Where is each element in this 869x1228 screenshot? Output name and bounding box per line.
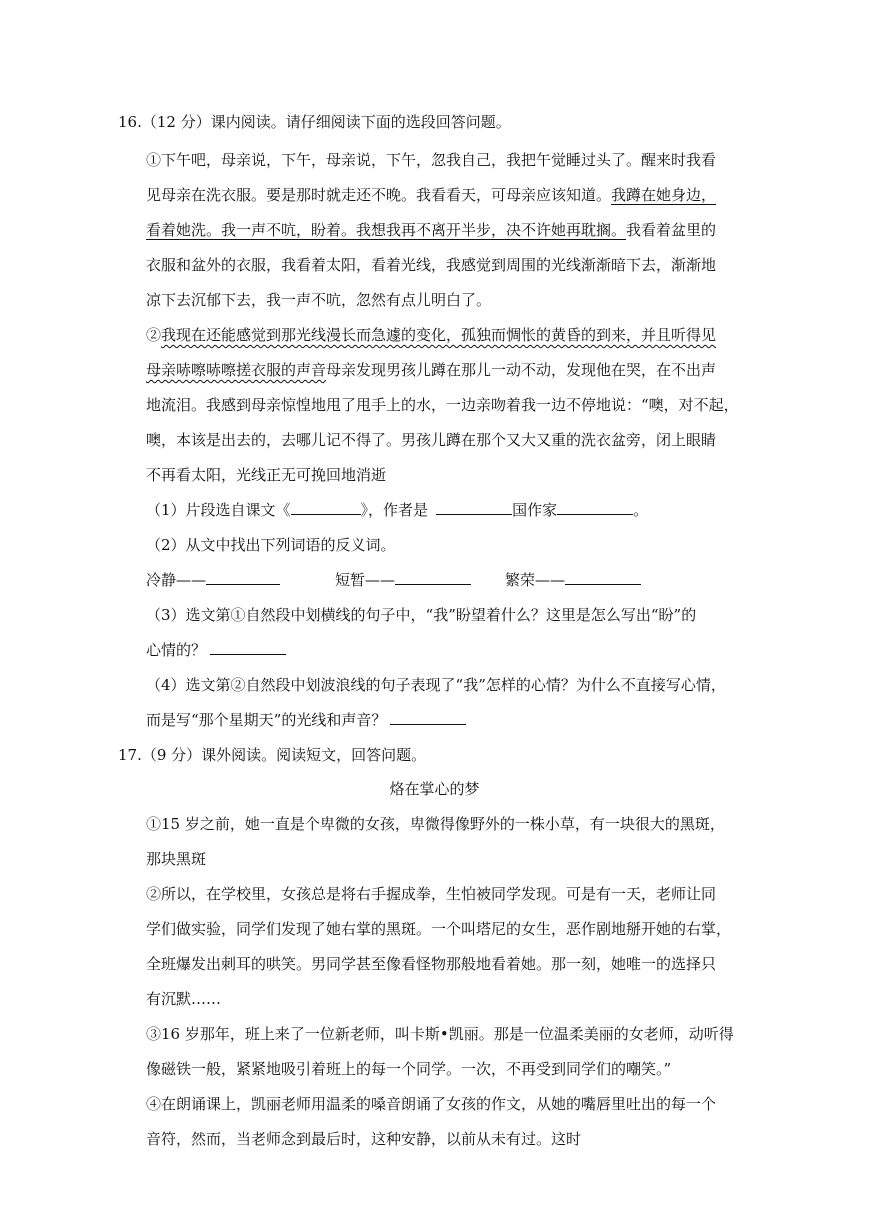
- q16-sub1-author-label: 》，作者是: [360, 501, 429, 519]
- q17-p2-line1: ②所以，在学校里，女孩总是将右手握成拳，生怕被同学发现。可是有一天，老师让同: [146, 885, 717, 903]
- q16-sub1-title-blank[interactable]: [291, 500, 361, 515]
- q17-p2-line4: 有沉默……: [146, 990, 222, 1008]
- q16-sub3-line2-text: 心情的？: [146, 641, 207, 659]
- q16-sub4-line2-text: 而是写“那个星期天”的光线和声音？: [146, 711, 387, 729]
- q17-p2-line2: 学们做实验，同学们发现了她右掌的黑斑。一个叫塔尼的女生，恶作剧地掰开她的右掌，: [146, 920, 732, 938]
- q16-p2-line5: 不再看太阳，光线正无可挽回地消逝: [146, 466, 387, 484]
- q16-p2-line2-text: 母亲发现男孩儿蹲在那儿一动不动，发现他在哭，在不出声: [326, 361, 717, 379]
- q16-p1-line5: 凉下去沉郁下去，我一声不吭，忽然有点儿明白了。: [146, 291, 492, 309]
- antonym-item-3: [505, 570, 641, 590]
- q16-sub4-line1: （4）选文第②自然段中划波浪线的句子表现了“我”怎样的心情？为什么不直接写心情，: [146, 676, 726, 694]
- q17-p4-line1: ④在朗诵课上，凯丽老师用温柔的嗓音朗诵了女孩的作文，从她的嘴唇里吐出的每一个: [146, 1095, 717, 1113]
- passage-title: 烙在掌心的梦: [389, 780, 480, 798]
- q16-heading: 16.（12 分）课内阅读。请仔细阅读下面的选段回答问题。: [118, 113, 511, 131]
- q16-sub4-line2: [146, 710, 466, 730]
- q16-sub2: （2）从文中找出下列词语的反义词。: [146, 536, 396, 554]
- q16-sub1-country-label: 国作家: [512, 501, 558, 519]
- antonym-blank-1[interactable]: [206, 570, 280, 585]
- q16-sub3-line1: （3）选文第①自然段中划横线的句子中，“我”盼望着什么？这里是怎么写出“盼”的: [146, 606, 697, 624]
- q16-sub1-label: （1）片段选自课文《: [146, 501, 291, 519]
- q16-sub1-author-blank[interactable]: [557, 500, 633, 515]
- q17-p3-line2: 像磁铁一般，紧紧地吸引着班上的每一个同学。一次，不再受到同学们的嘲笑。”: [146, 1060, 672, 1078]
- q16-p1-line4: 衣服和盆外的衣服，我看着太阳，看着光线，我感觉到周围的光线渐渐暗下去，渐渐地: [146, 256, 717, 274]
- antonym-blank-3[interactable]: [565, 570, 641, 585]
- q16-p1-line3: [146, 220, 716, 240]
- q16-sub1: [146, 500, 648, 520]
- q16-p2-line3: 地流泪。我感到母亲惊惶地甩了甩手上的水，一边亲吻着我一边不停地说：“噢，对不起，: [146, 396, 739, 414]
- antonym-word-1: 冷静——: [146, 571, 207, 589]
- antonym-item-1: [146, 570, 280, 590]
- antonym-word-3: 繁荣——: [505, 571, 566, 589]
- q16-sub1-country-blank[interactable]: [436, 500, 512, 515]
- antonym-word-2: 短暂——: [335, 571, 396, 589]
- q16-sub3-line2: [146, 640, 286, 660]
- q16-underlined-sentence-part1: 我蹲在她身边，: [611, 186, 717, 204]
- q16-p2-line1: [146, 325, 716, 345]
- q16-sub1-end: 。: [633, 501, 649, 519]
- q16-sub3-answer-blank[interactable]: [210, 640, 286, 655]
- q17-p2-line3: 全班爆发出刺耳的哄笑。男同学甚至像看怪物那般地看着她。那一刻，她唯一的选择只: [146, 955, 717, 973]
- q17-heading: 17.（9 分）课外阅读。阅读短文，回答问题。: [118, 746, 427, 764]
- antonym-blank-2[interactable]: [395, 570, 471, 585]
- q17-p4-line2: 音符，然而，当老师念到最后时，这种安静，以前从未有过。这时: [146, 1130, 582, 1148]
- antonym-item-2: [335, 570, 471, 590]
- q16-p1-line2-text: 见母亲在洗衣服。要是那时就走还不晚。我看看天，可母亲应该知道。: [146, 186, 612, 204]
- q16-wavy-sentence-part2: 母亲哧嚓哧嚓搓衣服的声音: [146, 361, 327, 379]
- q17-p3-line1: ③16 岁那年，班上来了一位新老师，叫卡斯•凯丽。那是一位温柔美丽的女老师，动听得: [146, 1025, 734, 1043]
- q16-p2-marker: ②: [146, 326, 162, 344]
- q16-wavy-sentence-part1: 我现在还能感觉到那光线漫长而急遽的变化，孤独而惆怅的黄昏的到来，并且听得见: [161, 326, 717, 344]
- q16-p2-line2: [146, 360, 716, 380]
- q17-p1-line1: ①15 岁之前，她一直是个卑微的女孩，卑微得像野外的一株小草，有一块很大的黑斑，: [146, 815, 725, 833]
- q16-p1-line2: [146, 185, 716, 205]
- q16-sub4-answer-blank[interactable]: [390, 710, 466, 725]
- q17-p1-line2: 那块黑斑: [146, 850, 207, 868]
- q16-p1-line3-text: 我看着盆里的: [626, 221, 717, 239]
- q16-p1-line1: ①下午吧，母亲说，下午，母亲说，下午，忽我自己，我把午觉睡过头了。醒来时我看: [146, 151, 717, 169]
- q16-p2-line4: 噢，本该是出去的，去哪儿记不得了。男孩儿蹲在那个又大又重的洗衣盆旁，闭上眼睛: [146, 431, 717, 449]
- q16-underlined-sentence-part2: 看着她洗。我一声不吭，盼着。我想我再不离开半步，决不许她再耽搁。: [146, 221, 627, 239]
